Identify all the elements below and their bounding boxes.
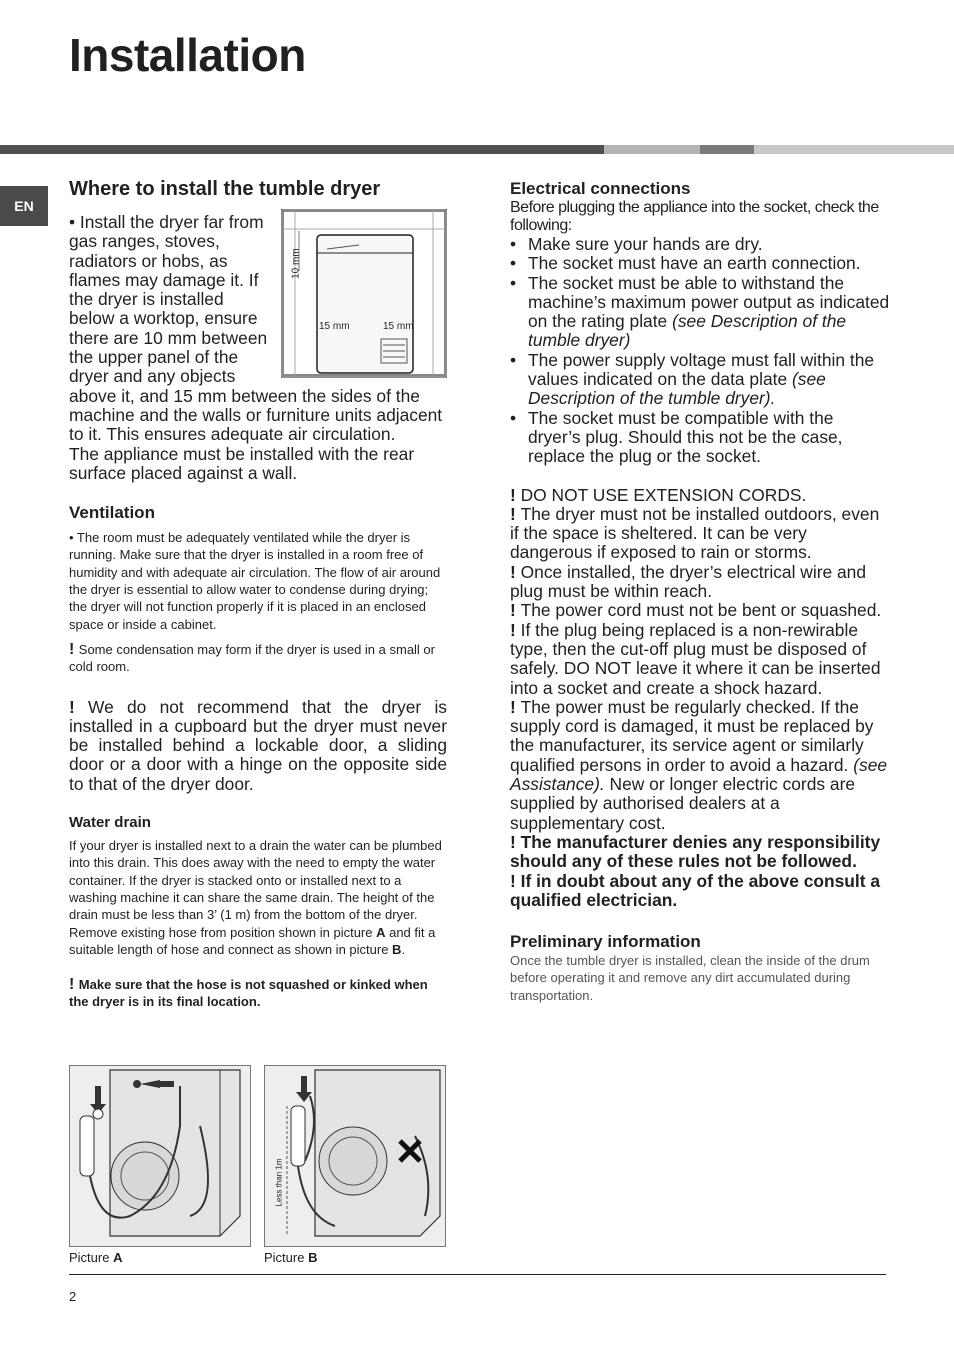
ventilation-warning: ! We do not recommend that the dryer is installed in a cupboard but the dryer must never be installed behind a lockable door, a sliding door or a door with a hinge on the opposite side to that of the dryer door. — [69, 696, 448, 794]
language-tab: EN — [0, 186, 48, 226]
page-number: 2 — [69, 1289, 77, 1304]
water-drain-warning: ! Make sure that the hose is not squashed or kinked when the dryer is in its final location. — [69, 976, 428, 1010]
warning-6-text-b: New or longer electric cords are supplied by authorised dealers at a supplementary cost. — [510, 774, 856, 833]
header-bar-dark — [0, 145, 604, 154]
electrical-warnings — [510, 486, 890, 911]
warning-3-text: Once installed, the dryer’s electrical wire and plug must be within reach. — [510, 561, 867, 602]
warning-extension-cords: ! DO NOT USE EXTENSION CORDS. — [510, 484, 807, 505]
footer-divider — [69, 1274, 886, 1275]
warning-6-ref: (see Assistance). — [510, 754, 888, 795]
where-section — [69, 213, 447, 483]
preliminary-heading: Preliminary information — [510, 932, 701, 952]
warning-4-text: The power cord must not be bent or squashed. — [520, 600, 882, 621]
drain-text-b: and fit a suitable length of hose and connect as shown in picture — [69, 924, 436, 957]
picture-b-image — [264, 1065, 446, 1247]
water-drain-warning-text: Make sure that the hose is not squashed or kinked when the dryer is in its final location. — [69, 977, 428, 1010]
picture-a-caption — [69, 1250, 122, 1265]
warning-7-text: ! The manufacturer denies any responsibility should any of these rules not be followed — [510, 831, 881, 872]
gap-top-label: 10 mm — [290, 248, 302, 279]
electrical-bullet-2: • The socket must have an earth connection. — [510, 254, 890, 273]
picture-a-prefix: Picture — [69, 1250, 114, 1265]
gap-left-label: 15 mm — [319, 321, 350, 332]
ventilation-heading: Ventilation — [69, 503, 155, 523]
electrical-intro: Before plugging the appliance into the socket, check the following: — [510, 199, 879, 234]
preliminary-paragraph: Once the tumble dryer is installed, clean the inside of the drum before operating it and remove any dirt accumulated during transportation. — [510, 953, 870, 1003]
electrical-bullet-4-text: The power supply voltage must fall within the values indicated on the data plate — [528, 349, 875, 390]
warning-reach: ! Once installed, the dryer’s electrical wire and plug must be within reach. — [510, 561, 867, 602]
where-paragraph-1: • Install the dryer far from gas ranges, stoves, radiators or hobs, as flames may damage it. If the dryer is installed below a worktop, ensure there are 10 mm between the upper panel of the dryer and any objects above it, and 15 mm between the sides of the machine and the walls or furniture units adjacent to it. This ensures adequate air circulation. — [69, 212, 443, 445]
right-column — [510, 179, 890, 1004]
drain-picture-a-ref: A — [376, 924, 386, 940]
water-drain-heading: Water drain — [69, 814, 151, 832]
gap-right-label: 15 mm — [383, 321, 414, 332]
warning-1-text: DO NOT USE EXTENSION CORDS. — [520, 484, 807, 505]
drain-picture-b-ref: B — [392, 941, 402, 957]
warning-cord-bent: ! The power cord must not be bent or squashed. — [510, 600, 882, 621]
header-bar-light — [604, 145, 700, 154]
picture-a-image — [69, 1065, 251, 1247]
ventilation-warning-text: We do not recommend that the dryer is installed in a cupboard but the dryer must never be installed behind a lockable door, a sliding door or a door with a hinge on the opposite side to that of the dryer door. — [69, 696, 448, 794]
clearance-diagram — [281, 209, 447, 379]
ventilation-paragraph: • The room must be adequately ventilated while the dryer is running. Make sure that the dryer is installed in a room free of humidity and with adequate air circulation. The flow of air around the dryer is essential to allow water to condense during drying; the dryer will not function properly if it is placed in an enclosed space or inside a cabinet. — [69, 530, 441, 632]
warning-outdoors: ! The dryer must not be installed outdoors, even if the space is sheltered. It can be very dangerous if exposed to rain or storms. — [510, 503, 880, 563]
electrical-bullet-5: • The socket must be compatible with the dryer’s plug. Should this not be the case, replace the plug or the socket. — [510, 409, 890, 467]
water-drain-paragraph-2 — [69, 924, 447, 959]
left-column — [69, 178, 447, 1011]
where-paragraph-2: The appliance must be installed with the rear surface placed against a wall. — [69, 443, 415, 483]
electrical-bullet-3-ref: (see Description of the tumble dryer) — [528, 311, 847, 351]
picture-b-height-label: Less than 1m — [274, 1158, 284, 1207]
warning-2-text: The dryer must not be installed outdoors, even if the space is sheltered. It can be very dangerous if exposed to rain or storms. — [510, 503, 880, 563]
warning-5-text: If the plug being replaced is a non-rewirable type, then the cut-off plug must be disposed of safely. DO NOT leave it where it can be inserted into a socket and create a shock hazard. — [510, 619, 881, 698]
picture-b-letter: B — [308, 1250, 318, 1265]
electrical-bullet-1: • Make sure your hands are dry. — [510, 235, 890, 254]
warning-responsibility: ! The manufacturer denies any responsibility should any of these rules not be followed. — [510, 831, 881, 872]
electrical-bullet-4-ref: (see Description of the tumble dryer). — [528, 369, 826, 409]
picture-b-prefix: Picture — [264, 1250, 309, 1265]
electrical-bullet-3 — [510, 274, 890, 351]
header-bar-mid — [700, 145, 754, 154]
page-title: Installation — [69, 29, 306, 81]
electrical-bullet-3-text: The socket must be able to withstand the machine’s maximum power output as indicated on the rating plate — [528, 272, 890, 332]
warning-power-check: ! The power must be regularly checked. If the supply cord is damaged, it must be replaced by the manufacturer, its service agent or similarly qualified persons in order to avoid a hazard. (see Assistance). New or longer electric cords are supplied by authorised dealers at a supplementary cost. — [510, 696, 888, 833]
electrical-bullet-4 — [510, 351, 890, 409]
picture-b-caption — [264, 1250, 317, 1265]
warning-plug-disposal: ! If the plug being replaced is a non-rewirable type, then the cut-off plug must be disposed of safely. DO NOT leave it where it can be inserted into a socket and create a shock hazard. — [510, 619, 881, 698]
water-drain-paragraph-1: If your dryer is installed next to a drain the water can be plumbed into this drain. This does away with the need to empty the water container. If the dryer is stacked onto or installed next to a washing machine it can share the same drain. The height of the drain must be less than 3’ (1 m) from the bottom of the dryer. — [69, 838, 442, 923]
drain-text-c: . — [401, 941, 406, 957]
where-heading: Where to install the tumble dryer — [69, 178, 381, 200]
drain-text-a: Remove existing hose from position shown in picture — [69, 924, 377, 940]
electrical-checklist — [510, 235, 890, 467]
ventilation-note: ! Some condensation may form if the dryer is used in a small or cold room. — [69, 640, 435, 675]
warning-electrician: ! If in doubt about any of the above consult a qualified electrician. — [510, 870, 881, 910]
electrical-heading: Electrical connections — [510, 179, 691, 198]
header-bar-pale — [754, 145, 954, 154]
ventilation-note-text: Some condensation may form if the dryer is used in a small or cold room. — [69, 641, 435, 675]
picture-a-letter: A — [113, 1250, 123, 1265]
warning-6-text: The power must be regularly checked. If the supply cord is damaged, it must be replaced by the manufacturer, its service agent or similarly qualified persons in order to avoid a hazard. — [510, 696, 874, 775]
warning-8-text: If in doubt about any of the above consult a qualified electrician — [510, 870, 881, 910]
